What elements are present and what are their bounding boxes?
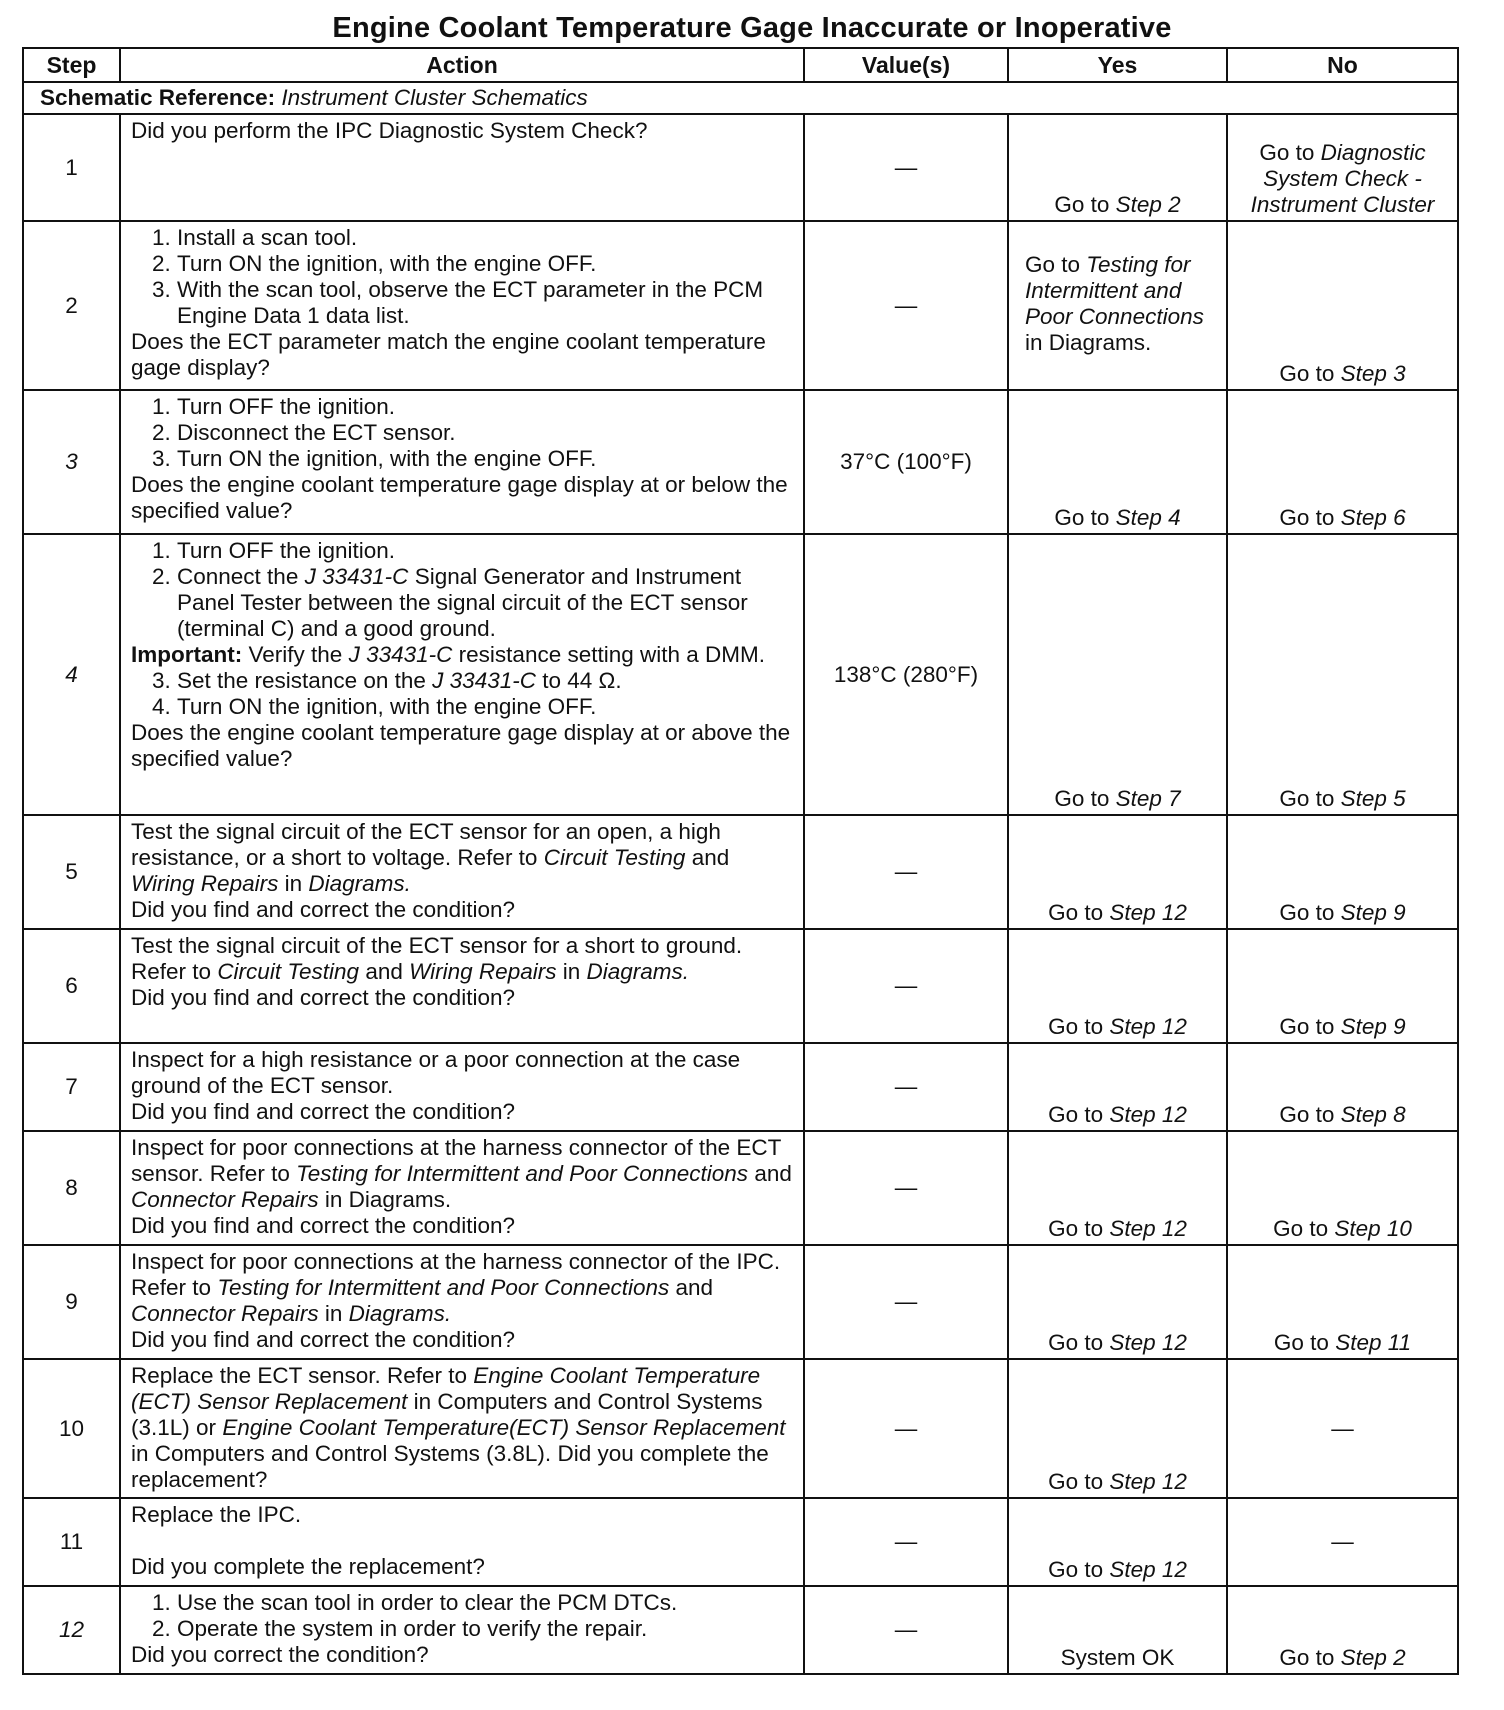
step-link[interactable]: Step 12 (1109, 1216, 1187, 1241)
diagnostic-table (22, 47, 1459, 1675)
table-row (23, 815, 1458, 929)
schematic-link[interactable]: Instrument Cluster Schematics (281, 85, 588, 110)
yes-cell: Go to Step 12 (1008, 1043, 1227, 1131)
table-row (23, 1359, 1458, 1498)
step-link[interactable]: Step 3 (1340, 361, 1406, 386)
tool-ref: J 33431-C (432, 668, 536, 693)
list-item: 1. Use the scan tool in order to clear the PCM DTCs. (177, 1590, 797, 1616)
step-link[interactable]: Step 12 (1109, 1102, 1187, 1127)
reference-link[interactable]: Diagrams. (586, 959, 690, 984)
step-number: 3 (23, 390, 120, 534)
step-number: 5 (23, 815, 120, 929)
diagnostic-check-link[interactable]: Diagnostic System Check - Instrument Cluster (1250, 140, 1435, 217)
value-cell: 138°C (280°F) (804, 534, 1008, 815)
header-action: Action (120, 48, 804, 82)
table-row (23, 1043, 1458, 1131)
question: Did you find and correct the condition? (131, 1327, 515, 1352)
step-number: 4 (23, 534, 120, 815)
list-item: 2. Turn ON the ignition, with the engine OFF. (177, 251, 797, 277)
step-link[interactable]: Step 12 (1109, 1469, 1187, 1494)
step-link[interactable]: Step 12 (1109, 1330, 1187, 1355)
no-cell: Go to Step 6 (1227, 390, 1458, 534)
question: Did you complete the replacement? (131, 1554, 485, 1579)
step-link[interactable]: Step 9 (1340, 900, 1406, 925)
value-cell: — (804, 114, 1008, 221)
no-cell: Go to Step 5 (1227, 534, 1458, 815)
step-link[interactable]: Step 7 (1115, 786, 1181, 811)
value-cell: — (804, 1245, 1008, 1359)
action-cell: Inspect for poor connections at the harness connector of the ECT sensor. Refer to Testing for Intermittent and Poor Connections and Connector Repairs in Diagrams. Did you find and correct the condition? (120, 1131, 804, 1245)
header-no: No (1227, 48, 1458, 82)
list-item: 3. Set the resistance on the J 33431-C to 44 Ω. (177, 668, 797, 694)
yes-cell: Go to Step 12 (1008, 1245, 1227, 1359)
step-number: 11 (23, 1498, 120, 1586)
yes-cell: Go to Step 12 (1008, 1498, 1227, 1586)
header-step: Step (23, 48, 120, 82)
reference-link[interactable]: Circuit Testing (217, 959, 360, 984)
value-cell: — (804, 815, 1008, 929)
no-cell: Go to Step 10 (1227, 1131, 1458, 1245)
value-cell: — (804, 1043, 1008, 1131)
step-link[interactable]: Step 6 (1340, 505, 1406, 530)
step-number: 8 (23, 1131, 120, 1245)
value-cell: — (804, 1359, 1008, 1498)
reference-link[interactable]: Diagrams. (348, 1301, 452, 1326)
action-cell: Inspect for a high resistance or a poor connection at the case ground of the ECT sensor. Did you find and correct the condition? (120, 1043, 804, 1131)
step-link[interactable]: Step 12 (1109, 900, 1187, 925)
list-item: 2. Connect the J 33431-C Signal Generator and Instrument Panel Tester between the signal circuit of the ECT sensor (terminal C) and a good ground. (177, 564, 797, 642)
value-cell: — (804, 1586, 1008, 1674)
no-cell: Go to Step 3 (1227, 221, 1458, 390)
step-link[interactable]: Step 11 (1335, 1330, 1412, 1355)
no-cell: — (1227, 1359, 1458, 1498)
question: Did you complete the replacement? (131, 1441, 769, 1492)
question: Did you correct the condition? (131, 1642, 429, 1667)
action-list (131, 394, 797, 472)
step-number: 2 (23, 221, 120, 390)
list-item: 3. Turn ON the ignition, with the engine OFF. (177, 446, 797, 472)
reference-link[interactable]: Engine Coolant Temperature (ECT) Sensor Replacement (131, 1363, 761, 1414)
reference-link[interactable]: Testing for Intermittent and Poor Connections (296, 1161, 749, 1186)
testing-link[interactable]: Testing for Intermittent and Poor Connections (1025, 252, 1204, 329)
step-link[interactable]: Step 12 (1109, 1014, 1187, 1039)
table-row (23, 534, 1458, 815)
reference-link[interactable]: Circuit Testing (543, 845, 686, 870)
yes-cell: Go to Step 12 (1008, 929, 1227, 1043)
yes-cell: Go to Step 4 (1008, 390, 1227, 534)
table-row (23, 929, 1458, 1043)
step-link[interactable]: Step 5 (1340, 786, 1406, 811)
reference-link[interactable]: Wiring Repairs (131, 871, 279, 896)
question: Did you find and correct the condition? (131, 1213, 515, 1238)
action-list (131, 538, 797, 642)
yes-cell: Go to Step 12 (1008, 1131, 1227, 1245)
table-row (23, 114, 1458, 221)
list-item: 1. Turn OFF the ignition. (177, 538, 797, 564)
value-cell: — (804, 1498, 1008, 1586)
action-cell: Test the signal circuit of the ECT sensor for a short to ground. Refer to Circuit Testing and Wiring Repairs in Diagrams. Did you find and correct the condition? (120, 929, 804, 1043)
question: Did you find and correct the condition? (131, 897, 515, 922)
step-number: 7 (23, 1043, 120, 1131)
header-row (23, 48, 1458, 82)
step-link[interactable]: Step 4 (1115, 505, 1181, 530)
yes-cell: Go to Step 12 (1008, 1359, 1227, 1498)
no-cell: Go to Step 11 (1227, 1245, 1458, 1359)
schematic-label: Schematic Reference: (40, 85, 276, 110)
reference-link[interactable]: Engine Coolant Temperature(ECT) Sensor Replacement (222, 1415, 786, 1440)
action-cell: Replace the IPC. Did you complete the replacement? (120, 1498, 804, 1586)
no-cell: Go to Diagnostic System Check - Instrument Cluster (1227, 114, 1458, 221)
question: Did you find and correct the condition? (131, 985, 515, 1010)
step-number: 6 (23, 929, 120, 1043)
list-item: 2. Operate the system in order to verify the repair. (177, 1616, 797, 1642)
action-cell (120, 390, 804, 534)
step-link[interactable]: Step 2 (1340, 1645, 1406, 1670)
question: Did you perform the IPC Diagnostic System Check? (131, 118, 648, 143)
table-row (23, 1245, 1458, 1359)
action-cell: Inspect for poor connections at the harness connector of the IPC. Refer to Testing for Intermittent and Poor Connections and Connector Repairs in Diagrams. Did you find and correct the condition? (120, 1245, 804, 1359)
list-item: 1. Install a scan tool. (177, 225, 797, 251)
no-cell: Go to Step 9 (1227, 815, 1458, 929)
header-values: Value(s) (804, 48, 1008, 82)
no-cell: Go to Step 9 (1227, 929, 1458, 1043)
reference-link[interactable]: Connector Repairs (131, 1301, 319, 1326)
no-cell: Go to Step 8 (1227, 1043, 1458, 1131)
table-row (23, 221, 1458, 390)
list-item: 4. Turn ON the ignition, with the engine OFF. (177, 694, 797, 720)
action-cell (120, 221, 804, 390)
table-row (23, 1586, 1458, 1674)
action-cell (120, 1586, 804, 1674)
question: Does the engine coolant temperature gage display at or below the specified value? (131, 472, 788, 523)
yes-cell: Go to Step 7 (1008, 534, 1227, 815)
schematic-reference-row (23, 82, 1458, 114)
yes-cell: Go to Step 12 (1008, 815, 1227, 929)
yes-cell: System OK (1008, 1586, 1227, 1674)
reference-link[interactable]: Wiring Repairs (409, 959, 557, 984)
action-list (131, 225, 797, 329)
step-number: 10 (23, 1359, 120, 1498)
schematic-reference (23, 82, 1458, 114)
step-number: 9 (23, 1245, 120, 1359)
reference-link[interactable]: Connector Repairs (131, 1187, 319, 1212)
reference-link[interactable]: Diagrams. (308, 871, 411, 896)
list-item: 1. Turn OFF the ignition. (177, 394, 797, 420)
step-link[interactable]: Step 10 (1334, 1216, 1412, 1241)
action-cell: Replace the ECT sensor. Refer to Engine Coolant Temperature (ECT) Sensor Replacement in Computers and Control Systems (3.1L) or Engine Coolant Temperature(ECT) Sensor Replacement in Computers and Control Systems (3.8L). Did you complete the replacement? (120, 1359, 804, 1498)
question: Did you find and correct the condition? (131, 1099, 515, 1124)
tool-ref: J 33431-C (348, 642, 453, 667)
value-cell: — (804, 929, 1008, 1043)
table-row (23, 1131, 1458, 1245)
question: Does the engine coolant temperature gage display at or above the specified value? (131, 720, 791, 771)
value-cell: — (804, 221, 1008, 390)
action-cell (120, 114, 804, 221)
tool-ref: J 33431-C (304, 564, 409, 589)
no-cell: — (1227, 1498, 1458, 1586)
action-list (131, 668, 797, 720)
value-cell: — (804, 1131, 1008, 1245)
step-link[interactable]: Step 12 (1109, 1557, 1187, 1582)
question: Does the ECT parameter match the engine coolant temperature gage display? (131, 329, 766, 380)
no-cell: Go to Step 2 (1227, 1586, 1458, 1674)
step-number: 1 (23, 114, 120, 221)
header-yes: Yes (1008, 48, 1227, 82)
list-item: 3. With the scan tool, observe the ECT parameter in the PCM Engine Data 1 data list. (177, 277, 797, 329)
action-list (131, 1590, 797, 1642)
action-cell (120, 534, 804, 815)
step-number: 12 (23, 1586, 120, 1674)
reference-link[interactable]: Testing for Intermittent and Poor Connections (217, 1275, 670, 1300)
step-link[interactable]: Step 8 (1340, 1102, 1406, 1127)
table-row (23, 390, 1458, 534)
step-link[interactable]: Step 9 (1340, 1014, 1406, 1039)
value-cell: 37°C (100°F) (804, 390, 1008, 534)
action-cell: Test the signal circuit of the ECT sensor for an open, a high resistance, or a short to voltage. Refer to Circuit Testing and Wiring Repairs in Diagrams. Did you find and correct the condition? (120, 815, 804, 929)
step-link[interactable]: Step 2 (1115, 192, 1181, 217)
yes-cell: Go to Step 2 (1008, 114, 1227, 221)
important-note: Important: Verify the J 33431-C resistance setting with a DMM. (131, 642, 766, 667)
list-item: 2. Disconnect the ECT sensor. (177, 420, 797, 446)
page-title: Engine Coolant Temperature Gage Inaccurate or Inoperative (332, 12, 1172, 44)
table-row (23, 1498, 1458, 1586)
yes-cell: Go to Testing for Intermittent and Poor Connections in Diagrams. (1008, 221, 1227, 390)
